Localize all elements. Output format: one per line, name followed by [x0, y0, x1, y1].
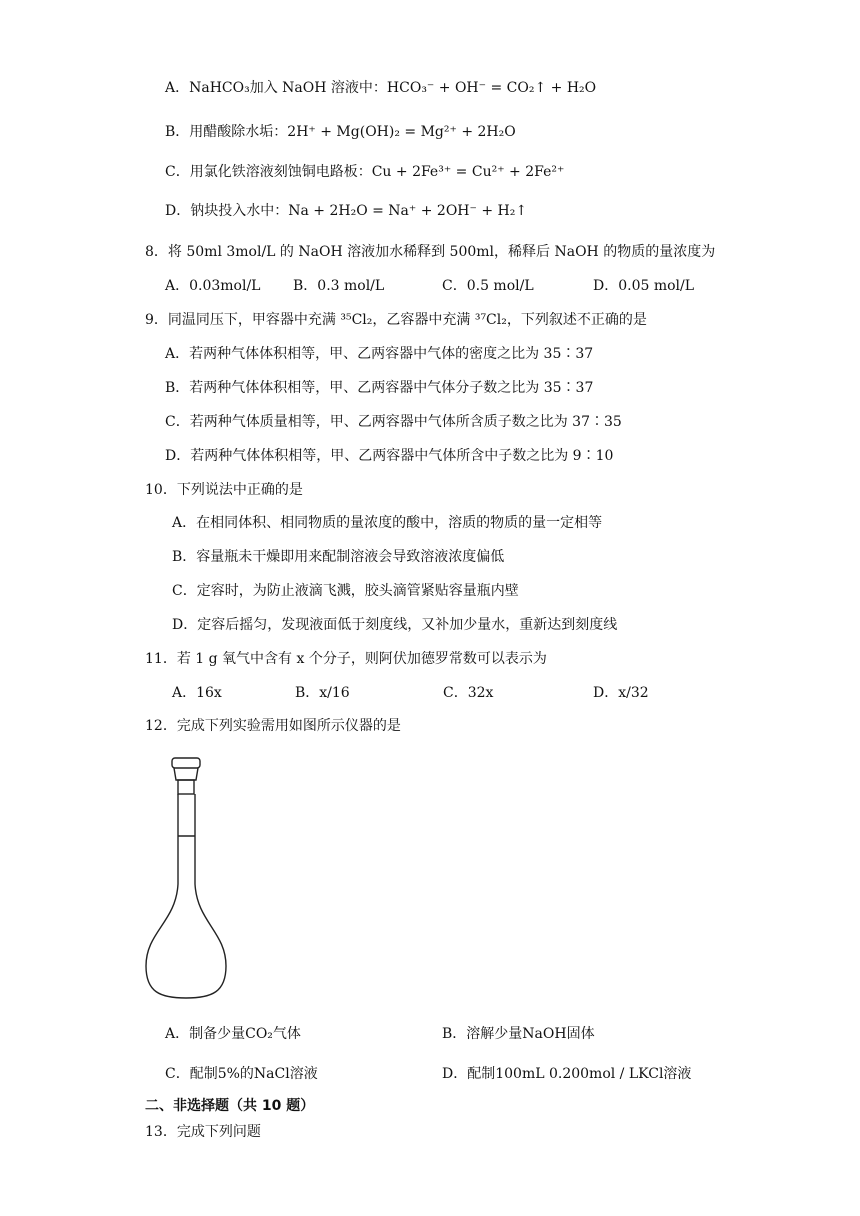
option-text: 钠块投入水中：	[190, 203, 289, 219]
option-text: NaHCO₃加入 NaOH 溶液中：	[189, 80, 387, 96]
q7-option-c	[165, 162, 564, 182]
q9-stem: 9．同温同压下，甲容器中充满 ³⁵Cl₂，乙容器中充满 ³⁷Cl₂，下列叙述不正确的是	[145, 312, 647, 328]
q7-option-b	[165, 122, 516, 142]
q9-option-b: B．若两种气体体积相等，甲、乙两容器中气体分子数之比为 35∶37	[165, 380, 594, 396]
option-equation: Na + 2H₂O = Na⁺ + 2OH⁻ + H₂↑	[288, 203, 528, 219]
option-text: 用氯化铁溶液刻蚀铜电路板：	[189, 164, 372, 180]
q13-stem: 13．完成下列问题	[145, 1124, 261, 1140]
q9-option-a: A．若两种气体体积相等，甲、乙两容器中气体的密度之比为 35∶37	[165, 346, 594, 362]
q12-option-a: A．制备少量CO₂气体	[165, 1026, 301, 1042]
option-label: D．	[165, 203, 191, 219]
q12-stem: 12．完成下列实验需用如图所示仪器的是	[145, 718, 401, 734]
option-equation: 2H⁺ + Mg(OH)₂ = Mg²⁺ + 2H₂O	[287, 124, 516, 140]
q11-option-d: D．x/32	[593, 685, 649, 701]
option-label: A．	[165, 80, 190, 96]
volumetric-flask-icon	[140, 752, 260, 1004]
q11-stem: 11．若 1 g 氧气中含有 x 个分子，则阿伏加德罗常数可以表示为	[145, 651, 547, 667]
option-label: B．	[165, 124, 190, 140]
q10-stem: 10．下列说法中正确的是	[145, 482, 303, 498]
q8-stem: 8．将 50ml 3mol/L 的 NaOH 溶液加水稀释到 500ml，稀释后 NaOH 的物质的量浓度为	[145, 244, 716, 260]
q9-option-d: D．若两种气体体积相等，甲、乙两容器中气体所含中子数之比为 9∶10	[165, 448, 614, 464]
q12-option-d: D．配制100mL 0.200mol / LKCl溶液	[442, 1066, 692, 1082]
q8-option-a: A．0.03mol/L	[165, 278, 261, 294]
q12-option-b: B．溶解少量NaOH固体	[442, 1026, 595, 1042]
q7-option-a	[165, 78, 596, 98]
q10-option-d: D．定容后摇匀，发现液面低于刻度线，又补加少量水，重新达到刻度线	[172, 617, 618, 633]
q10-option-b: B．容量瓶未干燥即用来配制溶液会导致溶液浓度偏低	[172, 549, 505, 565]
q11-option-c: C．32x	[443, 685, 494, 701]
option-equation: HCO₃⁻ + OH⁻ = CO₂↑ + H₂O	[386, 80, 597, 96]
q10-option-a: A．在相同体积、相同物质的量浓度的酸中，溶质的物质的量一定相等	[172, 515, 603, 531]
q11-option-a: A．16x	[172, 685, 222, 701]
option-label: C．	[165, 164, 190, 180]
option-equation: Cu + 2Fe³⁺ = Cu²⁺ + 2Fe²⁺	[371, 164, 565, 180]
q8-option-d: D．0.05 mol/L	[593, 278, 695, 294]
q8-option-b: B．0.3 mol/L	[293, 278, 385, 294]
q12-option-c: C．配制5%的NaCl溶液	[165, 1066, 318, 1082]
q10-option-c: C．定容时，为防止液滴飞溅，胶头滴管紧贴容量瓶内壁	[172, 583, 519, 599]
section-heading: 二、非选择题（共 10 题）	[145, 1098, 315, 1114]
q9-option-c: C．若两种气体质量相等，甲、乙两容器中气体所含质子数之比为 37∶35	[165, 414, 622, 430]
q7-option-d	[165, 201, 527, 221]
q11-option-b: B．x/16	[295, 685, 350, 701]
q8-option-c: C．0.5 mol/L	[442, 278, 534, 294]
option-text: 用醋酸除水垢：	[189, 124, 288, 140]
